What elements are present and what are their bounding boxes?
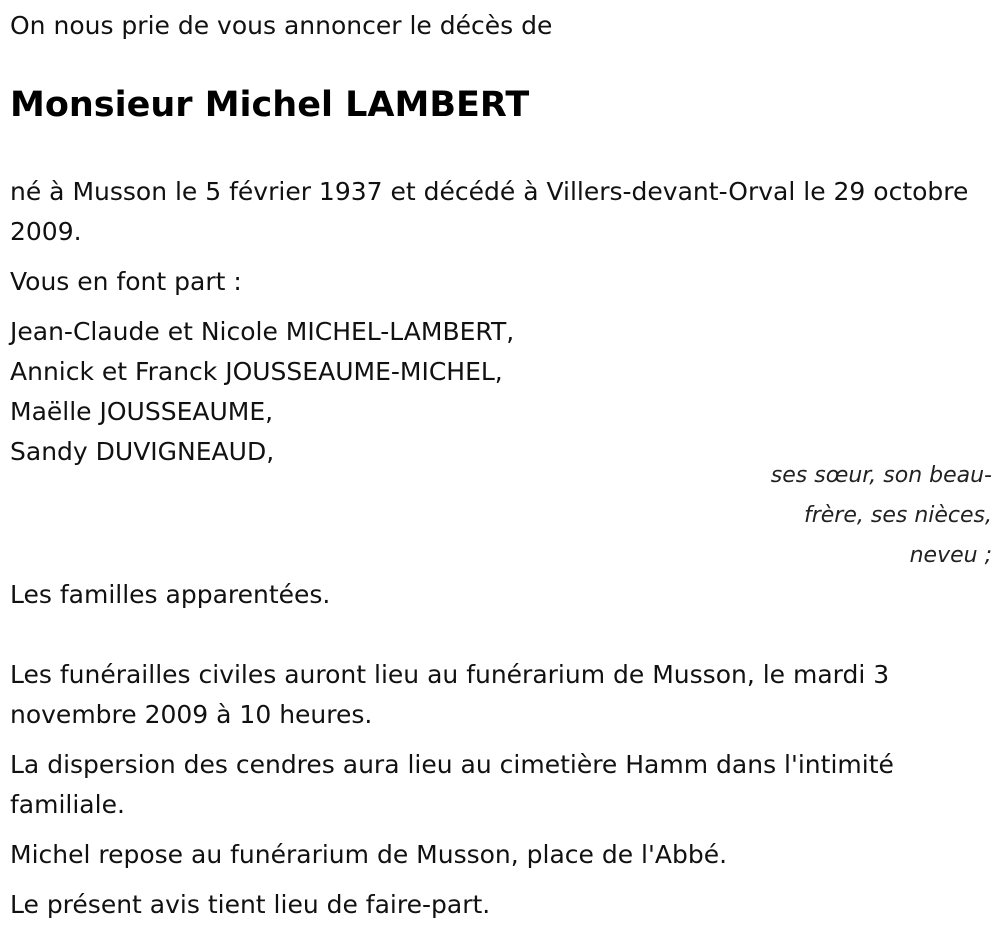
deceased-name: Monsieur Michel LAMBERT bbox=[10, 85, 530, 125]
family-member: Maëlle JOUSSEAUME, bbox=[10, 397, 274, 426]
birth-death-text: né à Musson le 5 février 1937 et décédé à Villers-devant-Orval le 29 octobre 2009. bbox=[10, 177, 969, 246]
relation-note: ses sœur, son beau-frère, ses nièces, neveu ; bbox=[770, 463, 992, 568]
family-members-list bbox=[10, 312, 514, 472]
family-member: Annick et Franck JOUSSEAUME-MICHEL, bbox=[10, 357, 503, 386]
family-member: Jean-Claude et Nicole MICHEL-LAMBERT, bbox=[10, 317, 515, 346]
family-member: Sandy DUVIGNEAUD, bbox=[10, 437, 275, 466]
closing-text: Le présent avis tient lieu de faire-part. bbox=[10, 890, 491, 919]
intro-text: On nous prie de vous annoncer le décès de bbox=[10, 11, 553, 40]
repose-text: Michel repose au funérarium de Musson, place de l'Abbé. bbox=[10, 840, 728, 869]
related-families-text: Les familles apparentées. bbox=[10, 580, 331, 609]
funeral-text: Les funérailles civiles auront lieu au funérarium de Musson, le mardi 3 novembre 2009 à 10 heures. bbox=[10, 660, 890, 729]
notifying-label: Vous en font part : bbox=[10, 267, 242, 296]
ashes-text: La dispersion des cendres aura lieu au cimetière Hamm dans l'intimité familiale. bbox=[10, 750, 894, 819]
